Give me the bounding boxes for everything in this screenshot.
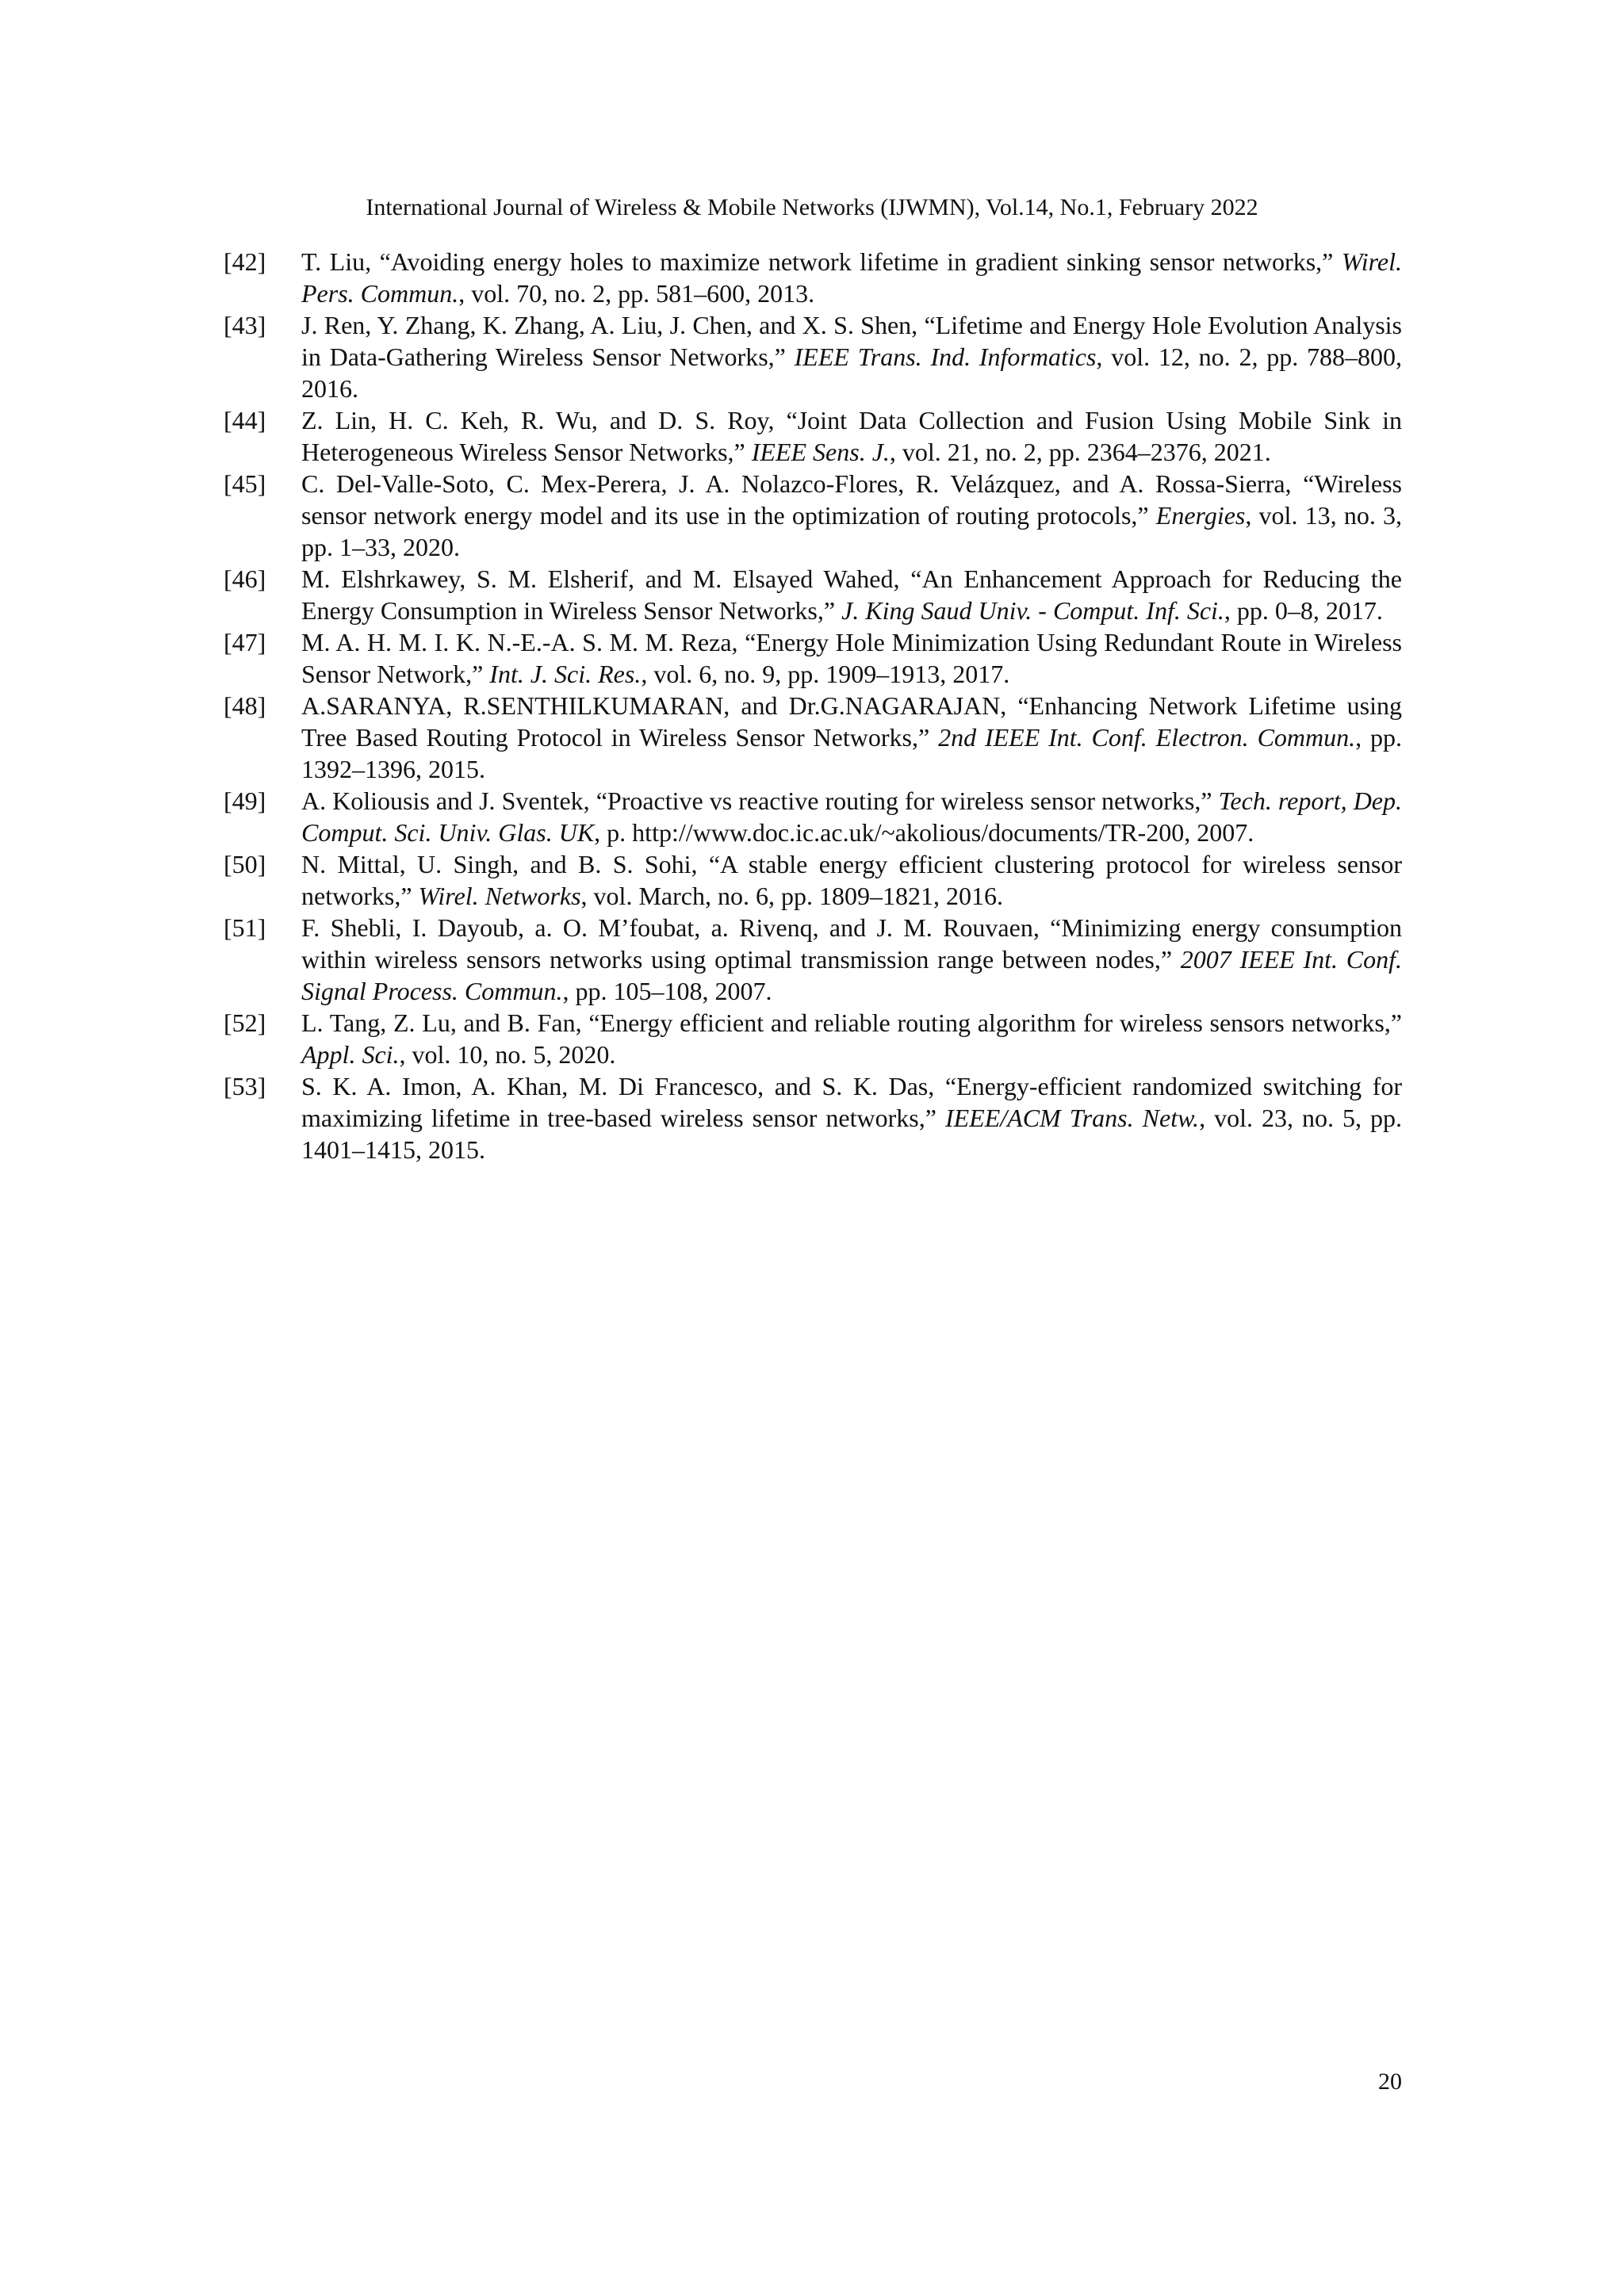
reference-number: [45] [224, 469, 266, 498]
reference-text [301, 690, 1402, 785]
reference-venue: IEEE Trans. Ind. Informatics [794, 342, 1097, 371]
reference-text [301, 563, 1402, 626]
reference-item [224, 309, 1402, 404]
reference-text [301, 626, 1402, 690]
reference-text-segment: A.SARANYA, R.SENTHILKUMARAN, and Dr.G.NAGARAJAN, “Enhancing Network Lifetime using Tree Based Routing Protocol in Wireless Sensor Networks,” [301, 691, 1402, 752]
reference-venue: J. King Saud Univ. - Comput. Inf. Sci. [841, 596, 1224, 625]
reference-venue: Tech. report, Dep. Comput. Sci. Univ. Glas. UK [301, 786, 1403, 847]
reference-number: [48] [224, 691, 266, 720]
reference-number: [44] [224, 406, 266, 434]
reference-item [224, 468, 1402, 563]
reference-number: [53] [224, 1072, 266, 1100]
reference-text [301, 1070, 1402, 1165]
reference-text-segment: S. K. A. Imon, A. Khan, M. Di Francesco, and S. K. Das, “Energy-efficient randomized switching for maximizing lifetime in tree-based wireless sensor networks,” [301, 1072, 1402, 1132]
reference-text [301, 404, 1402, 468]
reference-text-segment: Z. Lin, H. C. Keh, R. Wu, and D. S. Roy, “Joint Data Collection and Fusion Using Mobile Sink in Heterogeneous Wireless Sensor Networks,” [301, 406, 1402, 466]
reference-list [224, 246, 1402, 1165]
reference-text-segment: , pp. 0–8, 2017. [1224, 596, 1383, 625]
reference-number: [52] [224, 1008, 266, 1037]
reference-item [224, 404, 1402, 468]
reference-item [224, 563, 1402, 626]
reference-text-segment: J. Ren, Y. Zhang, K. Zhang, A. Liu, J. Chen, and X. S. Shen, “Lifetime and Energy Hole Evolution Analysis in Data-Gathering Wireless Sensor Networks,” [301, 311, 1402, 371]
reference-text-segment: , vol. 13, no. 3, pp. 1–33, 2020. [301, 501, 1403, 561]
reference-item [224, 848, 1402, 912]
reference-number: [49] [224, 786, 266, 815]
reference-text-segment: L. Tang, Z. Lu, and B. Fan, “Energy efficient and reliable routing algorithm for wireless sensors networks,” [301, 1008, 1402, 1037]
reference-text [301, 785, 1402, 848]
reference-text-segment: , vol. 21, no. 2, pp. 2364–2376, 2021. [889, 438, 1271, 466]
reference-item [224, 912, 1402, 1007]
reference-number: [47] [224, 628, 266, 656]
reference-text-segment: N. Mittal, U. Singh, and B. S. Sohi, “A stable energy efficient clustering protocol for wireless sensor networks,” [301, 850, 1402, 910]
reference-number: [51] [224, 913, 266, 942]
reference-text-segment: , pp. 105–108, 2007. [562, 977, 772, 1005]
reference-venue: Wirel. Networks [418, 882, 581, 910]
reference-number: [46] [224, 564, 266, 593]
reference-text-segment: F. Shebli, I. Dayoub, a. O. M’foubat, a. Rivenq, and J. M. Rouvaen, “Minimizing energy consumption within wireless sensors networks using optimal transmission range between nodes,” [301, 913, 1402, 974]
reference-text [301, 309, 1402, 404]
reference-text-segment: M. A. H. M. I. K. N.-E.-A. S. M. M. Reza, “Energy Hole Minimization Using Redundant Route in Wireless Sensor Network,” [301, 628, 1402, 688]
page-number: 20 [1378, 2068, 1402, 2095]
reference-text-segment: , vol. March, no. 6, pp. 1809–1821, 2016. [580, 882, 1003, 910]
reference-text-segment: T. Liu, “Avoiding energy holes to maximize network lifetime in gradient sinking sensor networks,” [301, 247, 1342, 276]
reference-text [301, 468, 1402, 563]
reference-text [301, 848, 1402, 912]
reference-venue: 2nd IEEE Int. Conf. Electron. Commun. [938, 723, 1356, 752]
reference-text-segment: , vol. 23, no. 5, pp. 1401–1415, 2015. [301, 1104, 1403, 1164]
running-header: International Journal of Wireless & Mobile Networks (IJWMN), Vol.14, No.1, February 2022 [366, 194, 1258, 220]
reference-text [301, 912, 1402, 1007]
reference-text-segment: , vol. 6, no. 9, pp. 1909–1913, 2017. [641, 660, 1010, 688]
reference-number: [50] [224, 850, 266, 878]
reference-text-segment: M. Elshrkawey, S. M. Elsherif, and M. Elsayed Wahed, “An Enhancement Approach for Reducing the Energy Consumption in Wireless Sensor Networks,” [301, 564, 1402, 625]
reference-text-segment: , p. http://www.doc.ic.ac.uk/~akolious/documents/TR-200, 2007. [594, 818, 1254, 847]
reference-text-segment: , vol. 10, no. 5, 2020. [399, 1040, 616, 1069]
reference-text [301, 1007, 1402, 1070]
reference-item [224, 1007, 1402, 1070]
reference-text-segment: , vol. 70, no. 2, pp. 581–600, 2013. [458, 279, 815, 308]
reference-venue: IEEE Sens. J. [751, 438, 890, 466]
reference-venue: 2007 IEEE Int. Conf. Signal Process. Commun. [301, 945, 1403, 1005]
reference-venue: Int. J. Sci. Res. [489, 660, 642, 688]
reference-venue: Wirel. Pers. Commun. [301, 247, 1402, 308]
reference-number: [43] [224, 311, 266, 339]
reference-item [224, 246, 1402, 309]
reference-item [224, 690, 1402, 785]
reference-venue: Appl. Sci. [301, 1040, 400, 1069]
reference-text-segment: , vol. 12, no. 2, pp. 788–800, 2016. [301, 342, 1402, 403]
reference-text-segment: , pp. 1392–1396, 2015. [301, 723, 1403, 783]
reference-number: [42] [224, 247, 266, 276]
reference-text-segment: A. Koliousis and J. Sventek, “Proactive vs reactive routing for wireless sensor networks,” [301, 786, 1219, 815]
reference-item [224, 1070, 1402, 1165]
reference-venue: Energies [1155, 501, 1246, 530]
reference-venue: IEEE/ACM Trans. Netw. [944, 1104, 1200, 1132]
reference-text [301, 246, 1402, 309]
reference-text-segment: C. Del-Valle-Soto, C. Mex-Perera, J. A. Nolazco-Flores, R. Velázquez, and A. Rossa-Sierra, “Wireless sensor network energy model and its use in the optimization of routing protocols,” [301, 469, 1402, 530]
reference-item [224, 785, 1402, 848]
reference-item [224, 626, 1402, 690]
